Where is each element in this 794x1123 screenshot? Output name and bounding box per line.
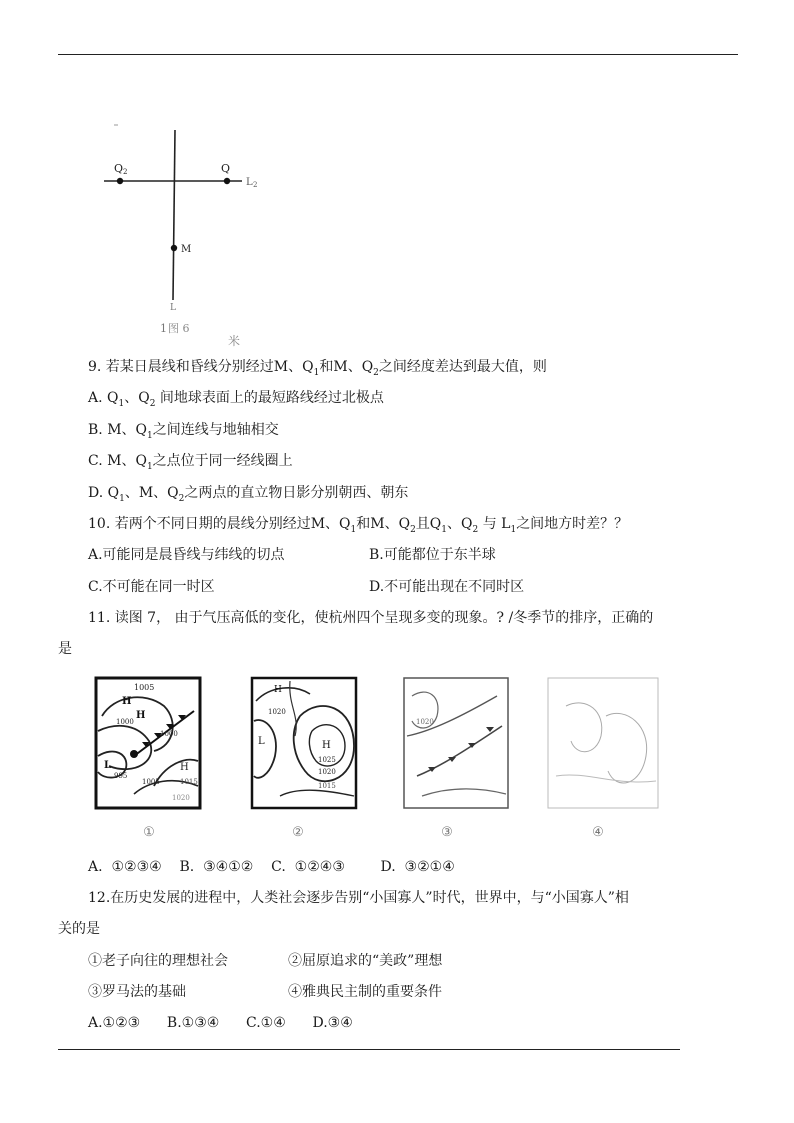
q12-answers: A.①②③ B.①③④ C.①④ D.③④ [88, 1015, 353, 1031]
label-bottom-l: L [170, 303, 176, 313]
map-caption-1: ① [143, 825, 155, 840]
q12-stem-line2: 关的是 [58, 921, 100, 937]
point-q2 [117, 178, 123, 184]
m1-label-1005b: 1005 [142, 778, 160, 786]
q12-item-1: ①老子向往的理想社会 [88, 953, 228, 969]
m2-label-1015: 1015 [318, 782, 336, 790]
m2-label-h1: H [274, 685, 282, 695]
point-q [224, 178, 230, 184]
vertical-line [173, 130, 175, 300]
map-caption-3: ③ [441, 825, 453, 840]
m1-label-995: 995 [114, 772, 128, 780]
q11-options: A. ①②③④ B. ③④①② C. ①②④③ D. ③②①④ [88, 859, 455, 875]
q12-stem-line1: 12.在历史发展的进程中，人类社会逐步告别“小国寡人”时代，世界中，与“小国寡人”相 [88, 890, 629, 906]
m1-label-l: L [104, 760, 112, 771]
m1-label-1005a: 1005 [134, 683, 155, 692]
q9-option-a: A. $Q_1$、$Q_2$ 间地球表面上的最短路线经过北极点 [88, 390, 384, 409]
weather-map-4 [546, 676, 662, 840]
weather-map-3 [402, 676, 512, 840]
map-caption-4: ④ [592, 825, 604, 840]
weather-map-1 [94, 676, 204, 840]
m1-label-1000b: 1000 [160, 730, 178, 738]
label-l2: L [246, 177, 253, 188]
m2-label-1025: 1025 [318, 756, 336, 764]
label-m: M [181, 244, 192, 255]
q11-stem-line2: 是 [58, 641, 72, 657]
label-bottom-1: 1 [160, 322, 167, 335]
footer-rule [58, 1049, 680, 1050]
q11-stem-line1: 11. 读图 7， 由于气压高低的变化，使杭州四个呈现多变的现象。? /冬季节的排序，正确的 [88, 610, 654, 626]
q10-option-a: A.可能同是晨昏线与纬线的切点 [88, 547, 285, 563]
m2-label-1020b: 1020 [318, 768, 336, 776]
weather-map-2 [250, 676, 360, 840]
m1-label-1015: 1015 [180, 778, 198, 786]
label-q2-sub: 2 [123, 168, 128, 176]
m1-label-h1: H [122, 696, 132, 707]
m1-label-h3: H [180, 762, 189, 773]
point-m [171, 245, 177, 251]
figure-cross-diagram [100, 120, 280, 350]
q10-option-d: D.不可能出现在不同时区 [369, 579, 525, 595]
m3-label-1020: 1020 [416, 718, 434, 726]
q12-item-3: ③罗马法的基础 [88, 984, 186, 1000]
header-rule [58, 54, 738, 55]
q9-option-b: B. M、$Q_1$之间连线与地轴相交 [88, 422, 279, 441]
label-q2: Q [114, 162, 124, 175]
q12-item-2: ②屈原追求的“美政”理想 [288, 953, 443, 969]
m2-label-1020a: 1020 [268, 708, 286, 716]
map-caption-2: ② [292, 825, 304, 840]
label-l2-sub: 2 [253, 181, 258, 189]
q9-stem: 9. 若某日晨线和昏线分别经过M、$Q_1$和M、$Q_2$之间经度差达到最大值，则 [88, 359, 547, 378]
label-figure-6: 图 6 [168, 322, 190, 335]
q9-option-c: C. M、$Q_1$之点位于同一经线圈上 [88, 453, 293, 472]
q12-item-4: ④雅典民主制的重要条件 [288, 984, 442, 1000]
stray-mark: 米 [228, 334, 241, 348]
q9-option-d: D. $Q_1$、M、$Q_2$之两点的直立物日影分别朝西、朝东 [88, 485, 409, 504]
q10-option-c: C.不可能在同一时区 [88, 579, 215, 595]
q10-option-b: B.可能都位于东半球 [369, 547, 496, 563]
label-q: Q [221, 162, 231, 175]
m1-label-1000: 1000 [116, 718, 134, 726]
m2-label-l: L [258, 736, 265, 747]
m1-label-1020: 1020 [172, 794, 190, 802]
m2-label-h2: H [322, 740, 331, 751]
q10-stem: 10. 若两个不同日期的晨线分别经过M、$Q_1$和M、$Q_2$且$Q_1$、$Q_2$ 与 $L_1$之间地方时差？？ [88, 516, 629, 535]
m1-label-h2: H [136, 710, 146, 721]
